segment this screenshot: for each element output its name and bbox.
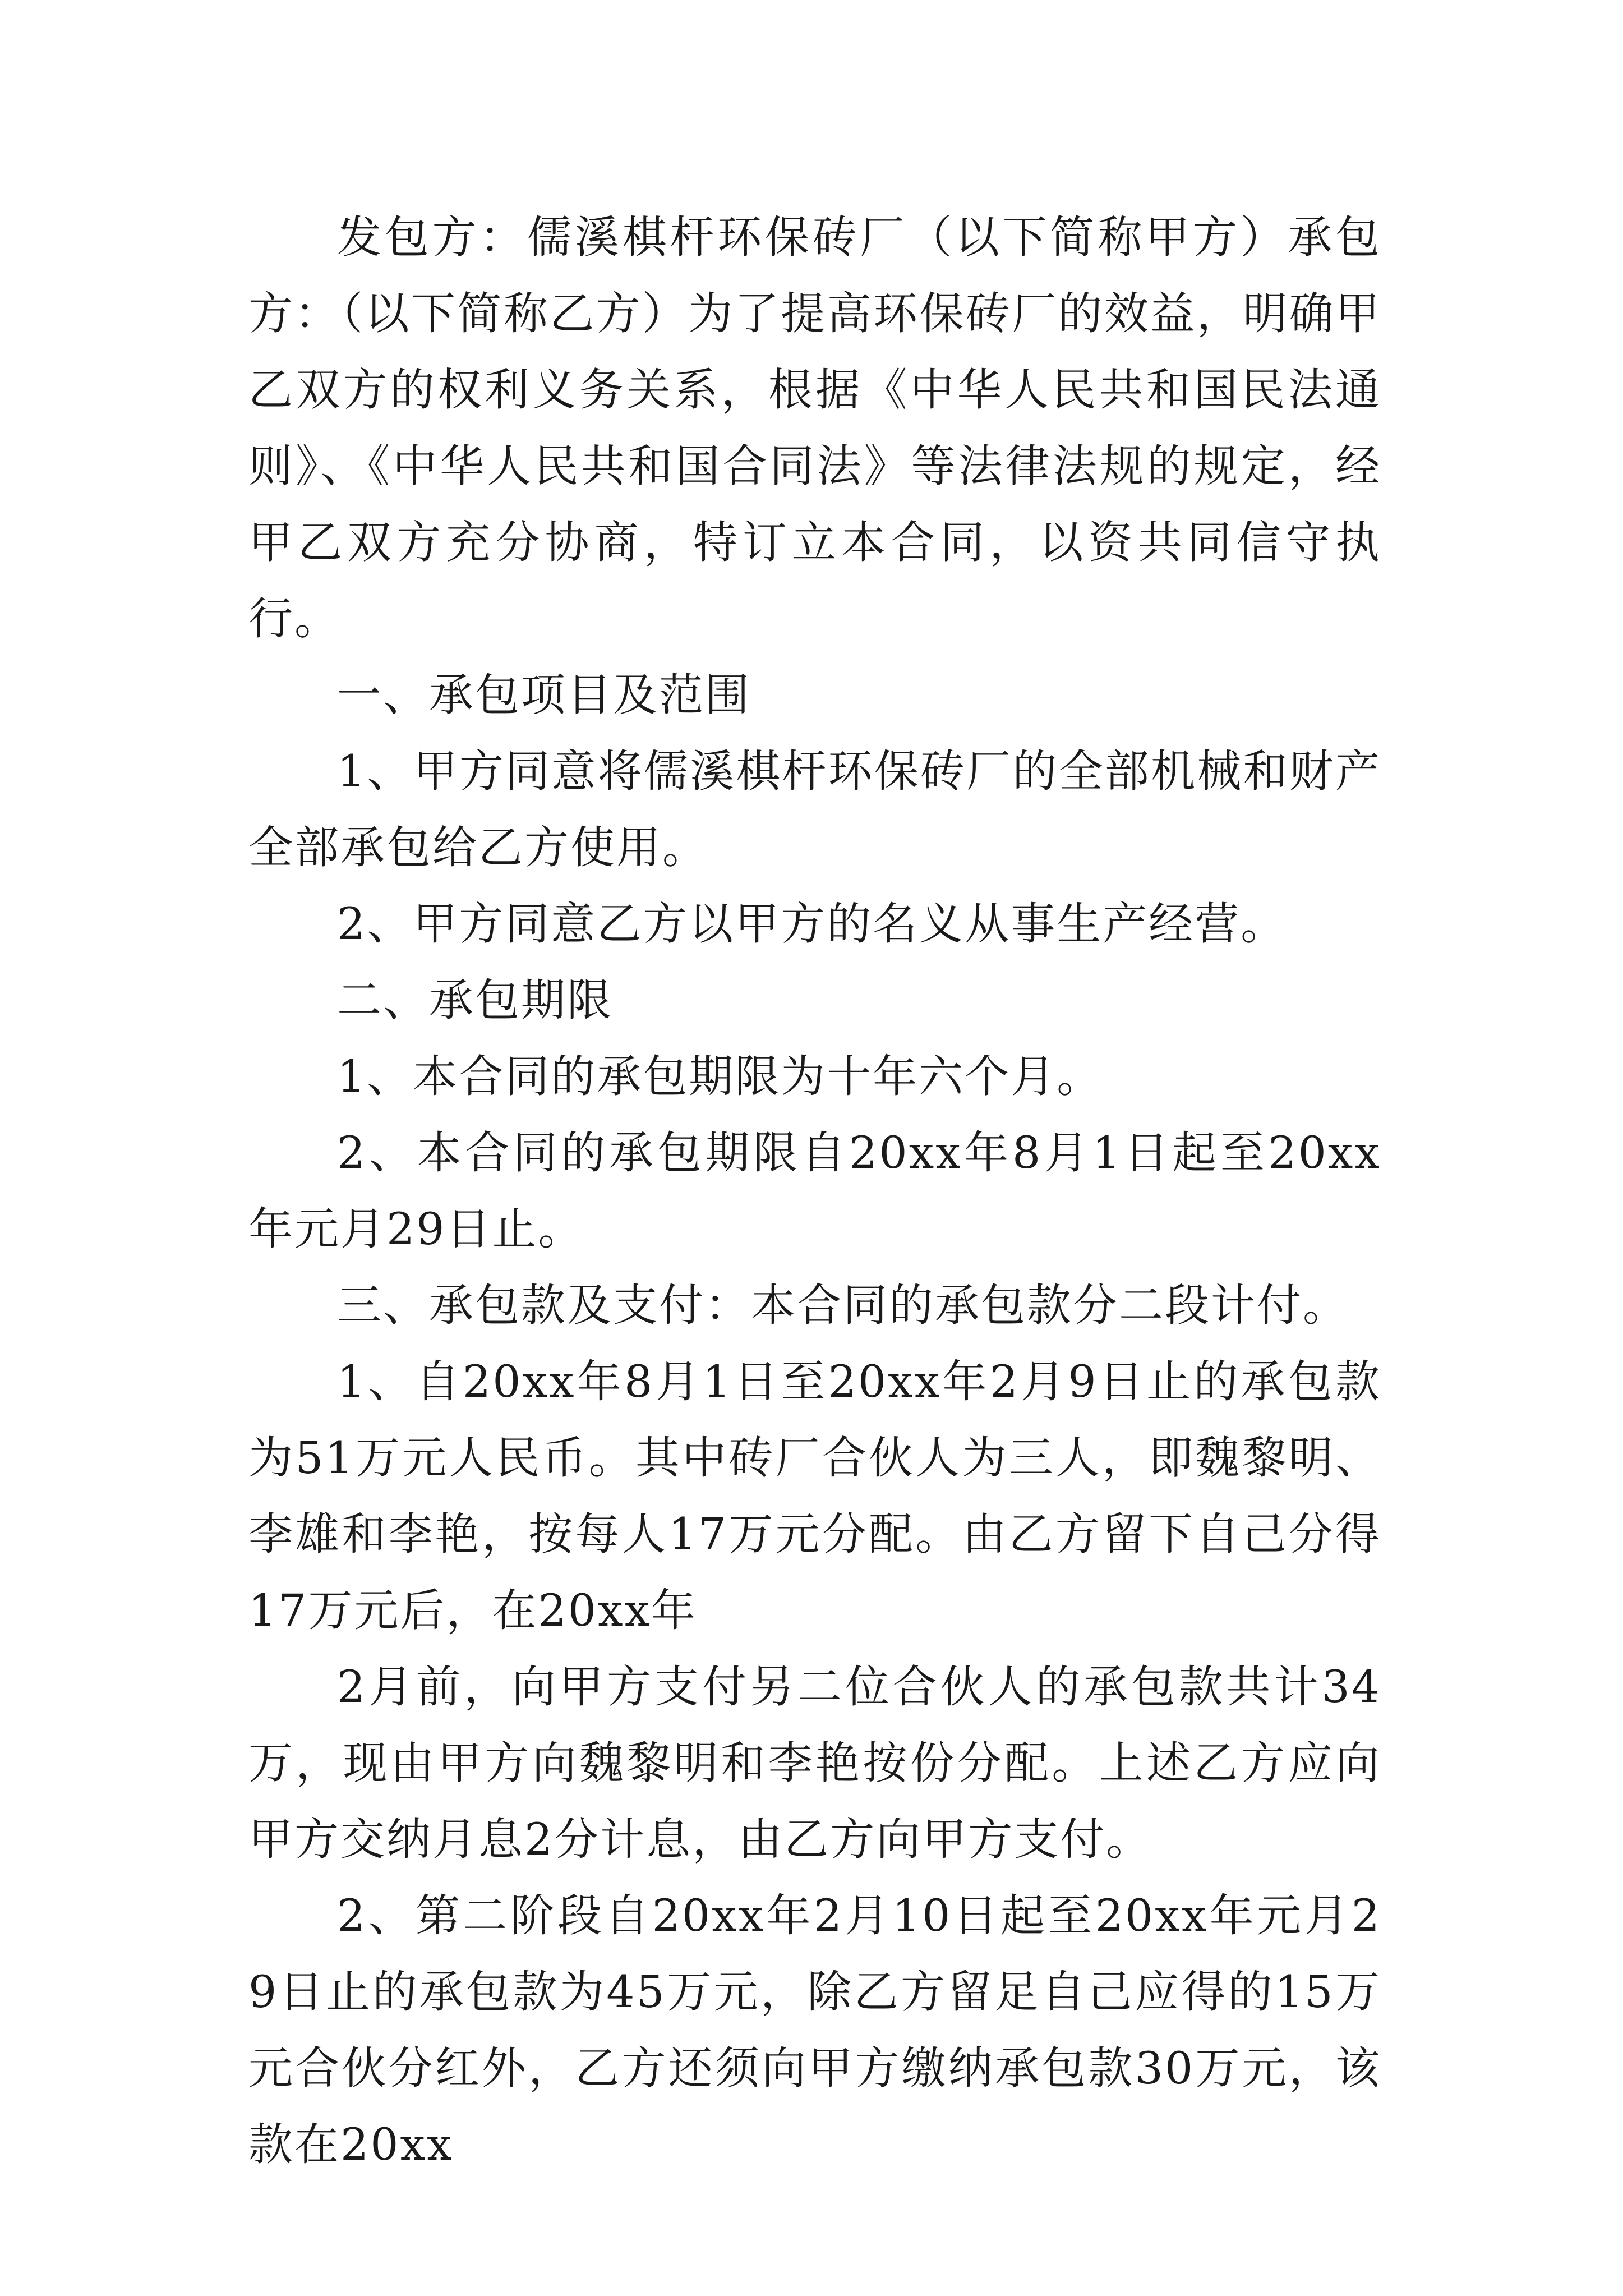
- heading-section-2: 二、承包期限: [337, 974, 613, 1026]
- paragraph-1-2: 2、甲方同意乙方以甲方的名义从事生产经营。: [337, 898, 1287, 950]
- heading-section-3: 三、承包款及支付：本合同的承包款分二段计付。: [337, 1280, 1349, 1331]
- paragraph-3-2: 2、第二阶段自20xx年2月10日起至20xx年元月29日止的承包款为45万元，除乙方留足自己应得的15万元合伙分红外，乙方还须向甲方缴纳承包款30万元，该款在20xx: [248, 1890, 1381, 2170]
- paragraph-2-2: 2、本合同的承包期限自20xx年8月1日起至20xx年元月29日止。: [248, 1127, 1381, 1255]
- paragraph-preamble: 发包方：儒溪棋杆环保砖厂（以下简称甲方）承包方：（以下简称乙方）为了提高环保砖厂的效益，明确甲乙双方的权利义务关系，根据《中华人民共和国民法通则》、《中华人民共和国合同法》等法律法规的规定，经甲乙双方充分协商，特订立本合同，以资共同信守执行。: [248, 211, 1381, 645]
- document-body: [248, 199, 1381, 2183]
- paragraph-2-1: 1、本合同的承包期限为十年六个月。: [337, 1051, 1103, 1102]
- paragraph-1-1: 1、甲方同意将儒溪棋杆环保砖厂的全部机械和财产全部承包给乙方使用。: [248, 746, 1381, 873]
- paragraph-3-1: 1、自20xx年8月1日至20xx年2月9日止的承包款为51万元人民币。其中砖厂合伙人为三人，即魏黎明、李雄和李艳，按每人17万元分配。由乙方留下自己分得17万元后，在20xx年: [248, 1356, 1381, 1636]
- paragraph-3-1-continued: 2月前，向甲方支付另二位合伙人的承包款共计34万，现由甲方向魏黎明和李艳按份分配。上述乙方应向甲方交纳月息2分计息，由乙方向甲方支付。: [248, 1661, 1381, 1865]
- heading-section-1: 一、承包项目及范围: [337, 669, 751, 721]
